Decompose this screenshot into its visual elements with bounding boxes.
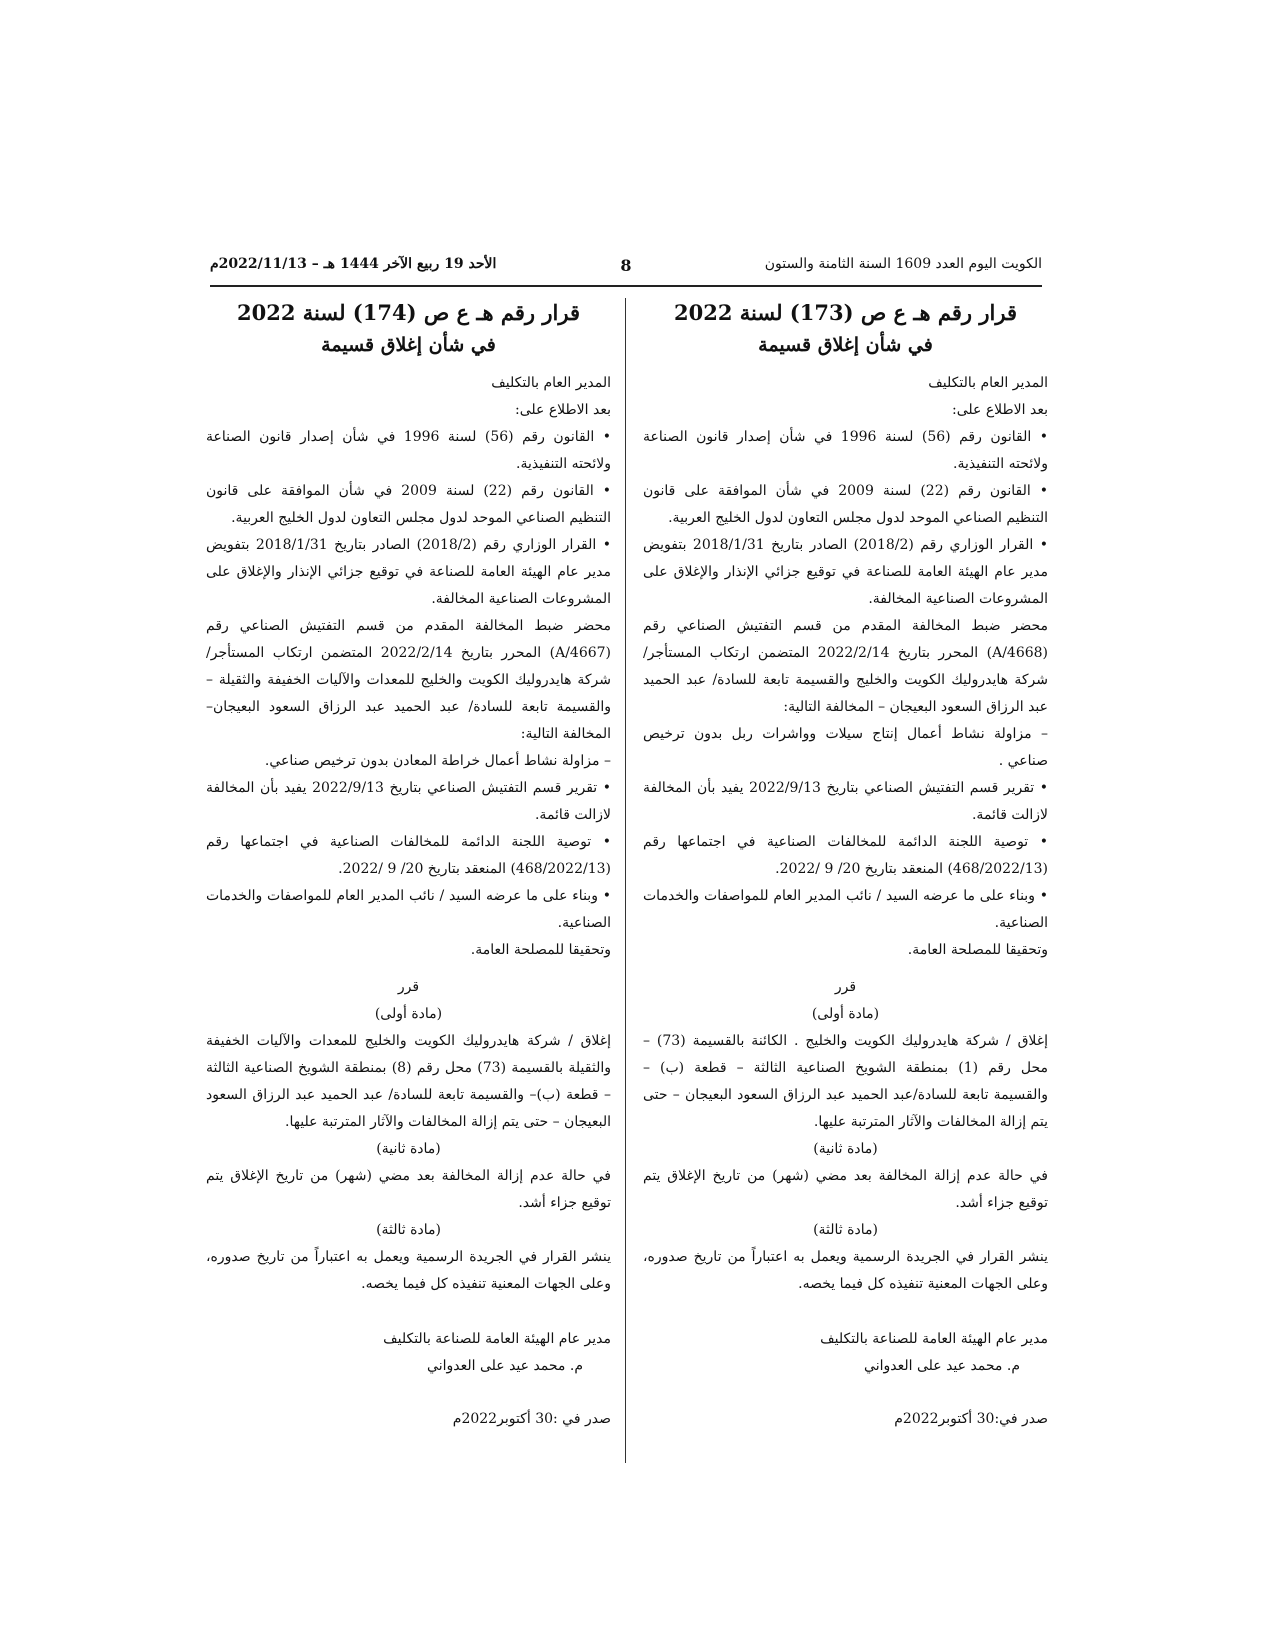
article-text: في حالة عدم إزالة المخالفة بعد مضي (شهر) من تاريخ الإغلاق يتم توقيع جزاء أشد.	[643, 1168, 1048, 1211]
article-heading: (مادة أولى)	[374, 1006, 443, 1022]
decision-174	[206, 296, 611, 1433]
article-heading: (مادة ثالثة)	[813, 1222, 878, 1238]
page-number: 8	[620, 256, 632, 275]
paragraph: • القرار الوزاري رقم (2018/2) الصادر بتاريخ 2018/1/31 بتفويض مدير عام الهيئة العامة للصناعة في توقيع جزائي الإنذار والإغلاق على المشروعات الصناعية المخالفة.	[206, 537, 611, 607]
paragraph: • القانون رقم (56) لسنة 1996 في شأن إصدار قانون الصناعة ولائحته التنفيذية.	[206, 429, 611, 472]
paragraph: وتحقيقا للمصلحة العامة.	[907, 942, 1048, 958]
article-heading: (مادة ثانية)	[376, 1141, 441, 1157]
page-header	[210, 256, 1042, 282]
paragraph: • توصية اللجنة الدائمة للمخالفات الصناعية في اجتماعها رقم (468/2022/13) المنعقد بتاريخ 20/ 9 /2022.	[206, 834, 611, 877]
paragraph: • القانون رقم (22) لسنة 2009 في شأن الموافقة على قانون التنظيم الصناعي الموحد لدول مجلس التعاون لدول الخليج العربية.	[206, 483, 611, 526]
article-heading: (مادة ثانية)	[813, 1141, 878, 1157]
decision-173	[643, 296, 1048, 1433]
issue-date: الأحد 19 ربيع الآخر 1444 هـ – 2022/11/13م	[210, 256, 497, 272]
paragraph: • القرار الوزاري رقم (2018/2) الصادر بتاريخ 2018/1/31 بتفويض مدير عام الهيئة العامة للصناعة في توقيع جزائي الإنذار والإغلاق على المشروعات الصناعية المخالفة.	[643, 537, 1048, 607]
article-text: إغلاق / شركة هايدروليك الكويت والخليج للمعدات والآليات الخفيفة والثقيلة بالقسيمة (73) محل رقم (8) بمنطقة الشويخ الصناعية الثالثة – قطعة (ب)– والقسيمة تابعة للسادة/ عبد الحميد عبد الرزاق السعود البعيجان – حتى يتم إزالة المخالفات والآثار المترتبة عليها.	[206, 1033, 611, 1130]
paragraph: • وبناء على ما عرضه السيد / نائب المدير العام للمواصفات والخدمات الصناعية.	[206, 888, 611, 931]
issued-date: صدر في:30 أكتوبر2022م	[894, 1411, 1048, 1427]
issued-date: صدر في :30 أكتوبر2022م	[452, 1411, 611, 1427]
paragraph: • وبناء على ما عرضه السيد / نائب المدير العام للمواصفات والخدمات الصناعية.	[643, 888, 1048, 931]
paragraph: – مزاولة نشاط أعمال إنتاج سيلات وواشرات ربل بدون ترخيص صناعي .	[643, 726, 1048, 769]
paragraph: • القانون رقم (22) لسنة 2009 في شأن الموافقة على قانون التنظيم الصناعي الموحد لدول مجلس التعاون لدول الخليج العربية.	[643, 483, 1048, 526]
paragraph: • توصية اللجنة الدائمة للمخالفات الصناعية في اجتماعها رقم (468/2022/13) المنعقد بتاريخ 20/ 9 /2022.	[643, 834, 1048, 877]
decision-title: قرار رقم هـ ع ص (173) لسنة 2022	[674, 300, 1017, 325]
paragraph: بعد الاطلاع على:	[952, 402, 1048, 418]
article-text: إغلاق / شركة هايدروليك الكويت والخليج . الكائنة بالقسيمة (73) – محل رقم (1) بمنطقة الشويخ الصناعية الثالثة – قطعة (ب) – والقسيمة تابعة للسادة/عبد الحميد عبد الرزاق السعود البعيجان – حتى يتم إزالة المخالفات والآثار المترتبة عليها.	[643, 1033, 1048, 1130]
article-heading: (مادة ثالثة)	[376, 1222, 441, 1238]
paragraph: المدير العام بالتكليف	[928, 375, 1048, 391]
decision-title: قرار رقم هـ ع ص (174) لسنة 2022	[237, 300, 580, 325]
paragraph: – مزاولة نشاط أعمال خراطة المعادن بدون ترخيص صناعي.	[264, 753, 611, 769]
article-heading: (مادة أولى)	[811, 1006, 880, 1022]
paragraph: • القانون رقم (56) لسنة 1996 في شأن إصدار قانون الصناعة ولائحته التنفيذية.	[643, 429, 1048, 472]
paragraph: وتحقيقا للمصلحة العامة.	[470, 942, 611, 958]
decision-subtitle: في شأن إغلاق قسيمة	[321, 334, 496, 356]
gazette-issue: الكويت اليوم العدد 1609 السنة الثامنة والستون	[764, 256, 1042, 272]
signatory-title: مدير عام الهيئة العامة للصناعة بالتكليف	[820, 1331, 1048, 1347]
paragraph: محضر ضبط المخالفة المقدم من قسم التفتيش الصناعي رقم (A/4668) المحرر بتاريخ 2022/2/14 المتضمن ارتكاب المستأجر/ شركة هايدروليك الكويت والخليج والقسيمة تابعة للسادة/ عبد الحميد عبد الرزاق السعود البعيجان – المخالفة التالية:	[643, 618, 1049, 715]
article-text: ينشر القرار في الجريدة الرسمية ويعمل به اعتباراً من تاريخ صدوره، وعلى الجهات المعنية تنفيذه كل فيما يخصه.	[206, 1249, 611, 1292]
column-divider	[625, 298, 626, 1463]
article-text: ينشر القرار في الجريدة الرسمية ويعمل به اعتباراً من تاريخ صدوره، وعلى الجهات المعنية تنفيذه كل فيما يخصه.	[643, 1249, 1048, 1292]
decided-heading: قرر	[397, 979, 420, 995]
paragraph: • تقرير قسم التفتيش الصناعي بتاريخ 2022/9/13 يفيد بأن المخالفة لازالت قائمة.	[643, 780, 1048, 823]
decision-subtitle: في شأن إغلاق قسيمة	[758, 334, 933, 356]
signatory-title: مدير عام الهيئة العامة للصناعة بالتكليف	[383, 1331, 611, 1347]
signatory-name: م. محمد عيد على العدواني	[864, 1358, 1020, 1374]
paragraph: بعد الاطلاع على:	[515, 402, 611, 418]
header-rule	[210, 285, 1042, 287]
paragraph: محضر ضبط المخالفة المقدم من قسم التفتيش الصناعي رقم (A/4667) المحرر بتاريخ 2022/2/14 المتضمن ارتكاب المستأجر/ شركة هايدروليك الكويت والخليج للمعدات والآليات الخفيفة والثقيلة – والقسيمة تابعة للسادة/ عبد الحميد عبد الرزاق السعود البعيجان– المخالفة التالية:	[206, 618, 612, 742]
paragraph: المدير العام بالتكليف	[491, 375, 611, 391]
signatory-name: م. محمد عيد على العدواني	[427, 1358, 583, 1374]
article-text: في حالة عدم إزالة المخالفة بعد مضي (شهر) من تاريخ الإغلاق يتم توقيع جزاء أشد.	[206, 1168, 611, 1211]
paragraph: • تقرير قسم التفتيش الصناعي بتاريخ 2022/9/13 يفيد بأن المخالفة لازالت قائمة.	[206, 780, 611, 823]
decided-heading: قرر	[834, 979, 857, 995]
